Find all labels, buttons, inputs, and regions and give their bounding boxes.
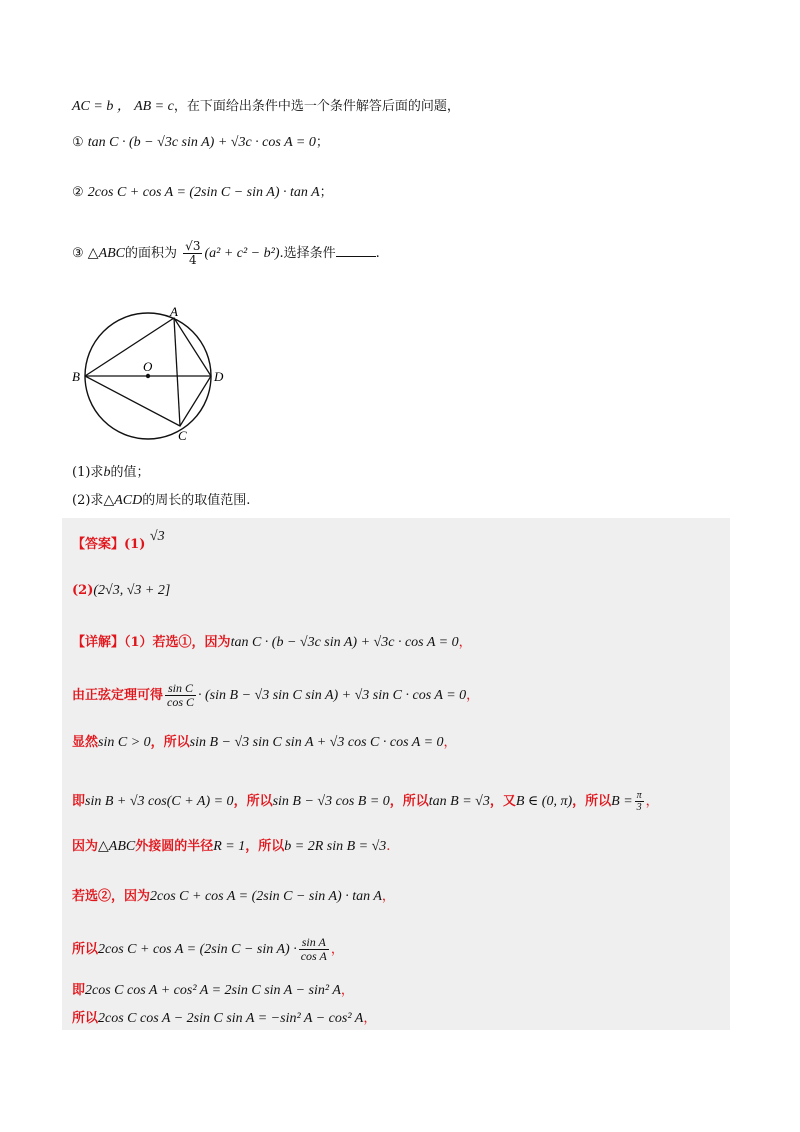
detail-tag: 【详解】 <box>72 635 125 650</box>
detail-l1-t2: ， <box>458 635 472 650</box>
condition-3-math-tail: (a² + c² − b²) <box>204 246 280 261</box>
condition-2-math: 2cos C + cos A = (2sin C − sin A) · tan A <box>87 185 320 200</box>
detail-l4-fraction <box>635 790 644 813</box>
detail-l5-t2: 外接圆的半径 <box>135 839 214 854</box>
detail-line-3 <box>72 734 457 752</box>
intro-math: AC = b ， AB = c <box>72 99 174 114</box>
detail-l7-t1: 所以 <box>72 942 99 957</box>
detail-l6-m1: 2cos C + cos A = (2sin C − sin A) · tan A <box>150 889 382 904</box>
detail-l3-t2: ，所以 <box>150 735 190 750</box>
answer-2-value: (2√3, √3 + 2] <box>93 583 171 598</box>
detail-l9-m1: 2cos C cos A − 2sin C sin A = −sin² A − cos² A <box>98 1011 364 1026</box>
detail-l5-m2: R = 1 <box>213 839 246 854</box>
detail-l3-m1: sin C > 0 <box>98 735 151 750</box>
detail-line-2 <box>72 682 479 709</box>
detail-l7-fraction <box>299 936 329 963</box>
condition-2-tail: ； <box>319 185 333 200</box>
answer-tag: 【答案】 <box>72 537 125 552</box>
circle-diagram <box>68 300 248 450</box>
detail-l1-t1: （1）若选①，因为 <box>124 635 231 650</box>
detail-l6-t2: ， <box>381 889 395 904</box>
detail-l2-frac-num: sin C <box>165 682 196 696</box>
detail-line-7 <box>72 936 344 963</box>
condition-3-frac-num: √3 <box>185 239 201 253</box>
answer-line-2 <box>72 582 170 600</box>
condition-1-math: tan C · (b − √3c sin A) + √3c · cos A = 0 <box>87 135 316 150</box>
condition-1 <box>72 134 329 152</box>
label-b: B <box>72 369 80 384</box>
condition-3-fraction <box>183 240 202 267</box>
detail-l3-t1: 显然 <box>72 735 99 750</box>
detail-l8-m1: 2cos C cos A + cos² A = 2sin C sin A − sin² A <box>85 983 341 998</box>
detail-line-9 <box>72 1010 376 1028</box>
detail-l4-t1: 即 <box>72 794 86 809</box>
label-d: D <box>214 369 224 384</box>
detail-l5-t1: 因为 <box>72 839 99 854</box>
detail-l4-t2: ，所以 <box>233 794 273 809</box>
detail-l4-frac-num: π <box>636 790 642 801</box>
detail-l9-t1: 所以 <box>72 1011 99 1026</box>
detail-line-4 <box>72 790 659 813</box>
condition-2 <box>72 184 333 202</box>
detail-l2-t2: ， <box>466 688 480 703</box>
center-point <box>146 374 150 378</box>
detail-l4-t6: ， <box>645 794 659 809</box>
detail-l7-t2: ， <box>330 942 344 957</box>
detail-l3-t3: ， <box>443 735 457 750</box>
detail-l3-m2: sin B − √3 sin C sin A + √3 cos C · cos A = 0 <box>189 735 444 750</box>
detail-l5-t3: ，所以 <box>245 839 285 854</box>
condition-3 <box>72 240 380 267</box>
detail-l6-t1: 若选②，因为 <box>72 889 151 904</box>
detail-l4-t5: ，所以 <box>572 794 612 809</box>
condition-1-tail: ； <box>315 135 329 150</box>
condition-3-marker: ③ <box>72 246 84 261</box>
detail-l4-m2: sin B − √3 cos B = 0 <box>272 794 390 809</box>
detail-l4-t4: ，又 <box>489 794 516 809</box>
detail-line-8 <box>72 982 354 1000</box>
label-c: C <box>178 428 187 443</box>
detail-line-5 <box>72 838 390 856</box>
detail-line-6 <box>72 888 395 906</box>
label-a: A <box>170 304 178 319</box>
answer-1-label: (1) <box>124 537 146 552</box>
question-1-text1: 求 <box>90 465 104 480</box>
detail-l4-m3: tan B = √3 <box>428 794 490 809</box>
label-o: O <box>143 359 153 374</box>
detail-l5-t4: . <box>386 839 391 854</box>
condition-3-triangle: △ABC <box>87 246 126 261</box>
detail-l1-m1: tan C · (b − √3c sin A) + √3c · cos A = 0 <box>230 635 459 650</box>
condition-3-text2: .选择条件 <box>279 246 336 261</box>
segment-ac <box>174 318 180 426</box>
intro-text: ，在下面给出条件中选一个条件解答后面的问题， <box>173 99 460 114</box>
detail-l2-fraction <box>165 682 196 709</box>
intro-line <box>72 98 460 116</box>
detail-l7-m1: 2cos C + cos A = (2sin C − sin A) · <box>98 942 297 957</box>
question-1-label: (1) <box>72 465 91 480</box>
condition-3-frac-den: 4 <box>188 253 197 267</box>
detail-l2-frac-den: cos C <box>167 695 195 709</box>
question-2-math: △ACD <box>103 493 143 508</box>
question-1 <box>72 464 149 482</box>
detail-l4-m5: B = <box>611 794 633 809</box>
detail-l5-m1: △ABC <box>98 839 136 854</box>
question-1-math: b <box>103 465 111 480</box>
detail-l2-m1: · (sin B − √3 sin C sin A) + √3 sin C · cos A = 0 <box>198 688 467 703</box>
question-2-text2: 的周长的取值范围. <box>142 493 251 508</box>
detail-l7-frac-den: cos A <box>300 949 327 963</box>
detail-l5-m3: b = 2R sin B = √3 <box>284 839 387 854</box>
question-1-text2: 的值； <box>110 465 150 480</box>
answer-line-1 <box>72 528 165 554</box>
detail-l8-t1: 即 <box>72 983 86 998</box>
detail-l4-t3: ，所以 <box>389 794 429 809</box>
condition-1-marker: ① <box>72 135 84 150</box>
question-2 <box>72 492 250 510</box>
answer-1-value: √3 <box>149 529 165 544</box>
detail-l4-m1: sin B + √3 cos(C + A) = 0 <box>85 794 234 809</box>
detail-l9-t2: ， <box>363 1011 377 1026</box>
condition-3-text1: 的面积为 <box>125 246 178 261</box>
detail-l2-t1: 由正弦定理可得 <box>72 688 164 703</box>
answer-blank[interactable] <box>336 256 376 257</box>
question-2-text1: 求 <box>90 493 104 508</box>
answer-2-label: (2) <box>72 583 94 598</box>
detail-l8-t2: ， <box>340 983 354 998</box>
condition-3-end: . <box>375 246 380 261</box>
detail-l4-m4: B ∈ (0, π) <box>515 794 573 809</box>
detail-l7-frac-num: sin A <box>299 936 329 950</box>
condition-2-marker: ② <box>72 185 84 200</box>
detail-l4-frac-den: 3 <box>636 802 642 813</box>
detail-line-1 <box>72 634 472 652</box>
question-2-label: (2) <box>72 493 91 508</box>
